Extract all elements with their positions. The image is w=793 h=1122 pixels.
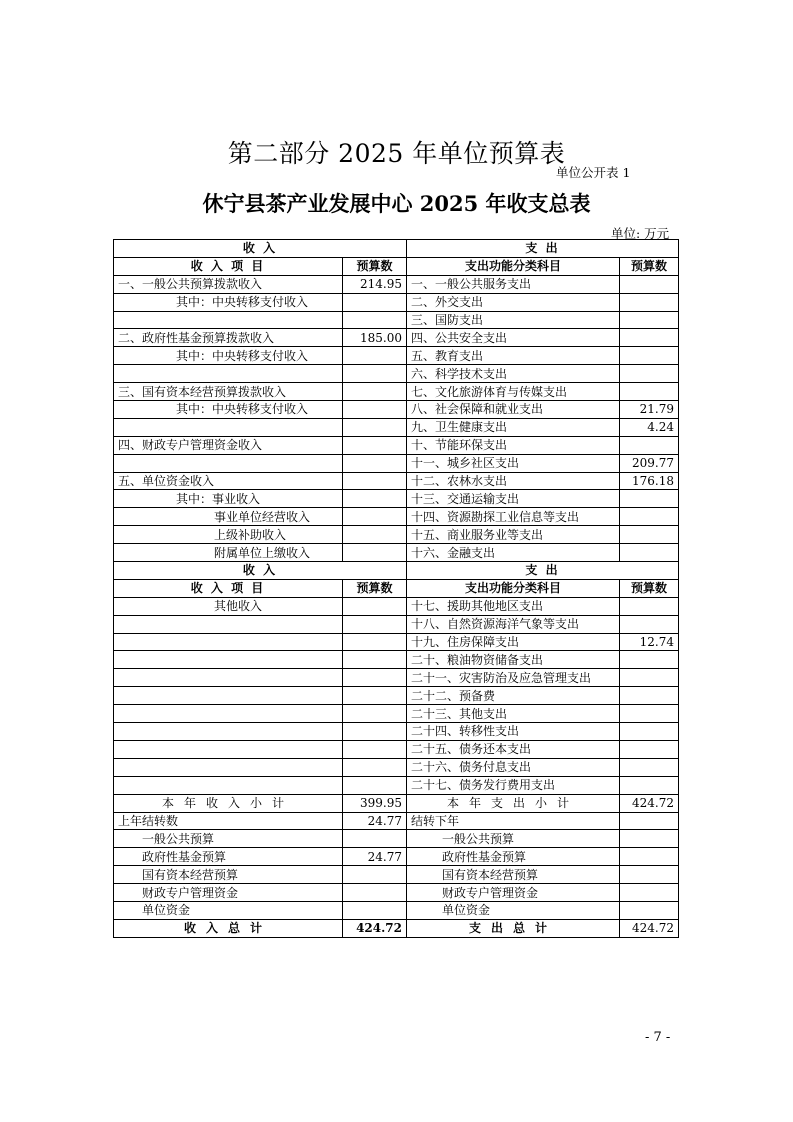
income-item-header: 收 入 项 目 xyxy=(114,257,343,275)
expense-value xyxy=(620,830,679,848)
expense-item: 二十六、债务付息支出 xyxy=(407,758,620,776)
expense-value xyxy=(620,651,679,669)
income-item: 二、政府性基金预算拨款收入 xyxy=(114,329,343,347)
section-header-row xyxy=(114,562,679,580)
table-row xyxy=(114,758,679,776)
expense-value xyxy=(620,311,679,329)
table-row xyxy=(114,723,679,741)
income-value: 24.77 xyxy=(343,812,407,830)
expense-item: 九、卫生健康支出 xyxy=(407,418,620,436)
expense-value xyxy=(620,383,679,401)
expense-item-header: 支出功能分类科目 xyxy=(407,257,620,275)
expense-value: 209.77 xyxy=(620,454,679,472)
expense-value xyxy=(620,848,679,866)
column-header-row xyxy=(114,257,679,275)
income-value xyxy=(343,901,407,919)
income-item xyxy=(114,740,343,758)
expense-value: 12.74 xyxy=(620,633,679,651)
income-item-header: 收 入 项 目 xyxy=(114,579,343,597)
expense-item: 五、教育支出 xyxy=(407,347,620,365)
income-value xyxy=(343,651,407,669)
expense-value xyxy=(620,347,679,365)
income-item xyxy=(114,454,343,472)
income-item: 一般公共预算 xyxy=(114,830,343,848)
income-item xyxy=(114,365,343,383)
expense-item: 二十、粮油物资储备支出 xyxy=(407,651,620,669)
expense-item: 十五、商业服务业等支出 xyxy=(407,526,620,544)
income-item: 其中：中央转移支付收入 xyxy=(114,293,343,311)
income-value xyxy=(343,418,407,436)
income-value: 214.95 xyxy=(343,275,407,293)
income-value xyxy=(343,365,407,383)
expense-subtotal-label: 本年支出小计 xyxy=(407,794,620,812)
income-value xyxy=(343,401,407,419)
income-value xyxy=(343,436,407,454)
expense-value xyxy=(620,597,679,615)
page-title: 休宁县茶产业发展中心 2025 年收支总表 xyxy=(202,191,591,216)
expense-item: 十三、交通运输支出 xyxy=(407,490,620,508)
expense-value xyxy=(620,687,679,705)
expense-item: 财政专户管理资金 xyxy=(407,884,620,902)
income-subtotal-label: 本年收入小计 xyxy=(114,794,343,812)
expense-value xyxy=(620,526,679,544)
table-row xyxy=(114,311,679,329)
income-value xyxy=(343,705,407,723)
income-item xyxy=(114,776,343,794)
expense-item: 二、外交支出 xyxy=(407,293,620,311)
income-value xyxy=(343,884,407,902)
income-value: 24.77 xyxy=(343,848,407,866)
expense-value xyxy=(620,901,679,919)
expense-item: 二十三、其他支出 xyxy=(407,705,620,723)
expense-item: 政府性基金预算 xyxy=(407,848,620,866)
table-tag: 单位公开表 1 xyxy=(556,165,631,180)
column-header-row xyxy=(114,579,679,597)
table-row xyxy=(114,830,679,848)
table-row xyxy=(114,812,679,830)
budget-table xyxy=(113,239,679,938)
expense-item: 十、节能环保支出 xyxy=(407,436,620,454)
income-item xyxy=(114,418,343,436)
expense-item: 十二、农林水支出 xyxy=(407,472,620,490)
expense-item: 一、一般公共服务支出 xyxy=(407,275,620,293)
expense-item: 四、公共安全支出 xyxy=(407,329,620,347)
table-row xyxy=(114,418,679,436)
table-row xyxy=(114,490,679,508)
income-item xyxy=(114,651,343,669)
income-item: 一、一般公共预算拨款收入 xyxy=(114,275,343,293)
income-value xyxy=(343,383,407,401)
table-row xyxy=(114,597,679,615)
income-item: 单位资金 xyxy=(114,901,343,919)
income-value xyxy=(343,615,407,633)
expense-value xyxy=(620,740,679,758)
expense-value xyxy=(620,615,679,633)
table-row xyxy=(114,615,679,633)
income-value xyxy=(343,597,407,615)
income-item: 事业单位经营收入 xyxy=(114,508,343,526)
table-row xyxy=(114,544,679,562)
income-item: 四、财政专户管理资金收入 xyxy=(114,436,343,454)
income-item: 政府性基金预算 xyxy=(114,848,343,866)
table-row xyxy=(114,866,679,884)
table-row xyxy=(114,436,679,454)
income-value xyxy=(343,490,407,508)
income-item: 其中：中央转移支付收入 xyxy=(114,401,343,419)
income-total-value: 424.72 xyxy=(343,919,407,937)
expense-item: 二十七、债务发行费用支出 xyxy=(407,776,620,794)
expense-item: 二十一、灾害防治及应急管理支出 xyxy=(407,669,620,687)
income-item xyxy=(114,311,343,329)
expense-value: 176.18 xyxy=(620,472,679,490)
expense-value xyxy=(620,776,679,794)
table-row xyxy=(114,687,679,705)
expense-item: 一般公共预算 xyxy=(407,830,620,848)
income-item: 三、国有资本经营预算拨款收入 xyxy=(114,383,343,401)
table-row xyxy=(114,401,679,419)
expense-value xyxy=(620,812,679,830)
expense-header: 支 出 xyxy=(407,240,679,258)
budget-header: 预算数 xyxy=(343,579,407,597)
income-value xyxy=(343,866,407,884)
expense-item: 结转下年 xyxy=(407,812,620,830)
table-row xyxy=(114,329,679,347)
expense-item: 十四、资源勘探工业信息等支出 xyxy=(407,508,620,526)
income-value xyxy=(343,740,407,758)
income-value xyxy=(343,633,407,651)
income-header: 收 入 xyxy=(114,562,407,580)
expense-value xyxy=(620,723,679,741)
income-value xyxy=(343,669,407,687)
expense-item: 十八、自然资源海洋气象等支出 xyxy=(407,615,620,633)
expense-item: 十九、住房保障支出 xyxy=(407,633,620,651)
table-row xyxy=(114,472,679,490)
expense-value xyxy=(620,436,679,454)
income-value xyxy=(343,508,407,526)
income-item xyxy=(114,758,343,776)
income-header: 收 入 xyxy=(114,240,407,258)
income-value xyxy=(343,347,407,365)
expense-item: 十一、城乡社区支出 xyxy=(407,454,620,472)
income-value xyxy=(343,293,407,311)
expense-subtotal-value: 424.72 xyxy=(620,794,679,812)
income-value xyxy=(343,472,407,490)
table-row xyxy=(114,383,679,401)
income-total-label: 收入总计 xyxy=(114,919,343,937)
income-item xyxy=(114,669,343,687)
budget-header: 预算数 xyxy=(620,257,679,275)
table-row xyxy=(114,740,679,758)
income-item: 附属单位上缴收入 xyxy=(114,544,343,562)
income-item: 财政专户管理资金 xyxy=(114,884,343,902)
income-value xyxy=(343,544,407,562)
total-row xyxy=(114,919,679,937)
table-row xyxy=(114,669,679,687)
income-item: 其中：中央转移支付收入 xyxy=(114,347,343,365)
income-item xyxy=(114,705,343,723)
expense-value xyxy=(620,884,679,902)
expense-item: 二十四、转移性支出 xyxy=(407,723,620,741)
income-item: 五、单位资金收入 xyxy=(114,472,343,490)
income-value xyxy=(343,758,407,776)
table-row xyxy=(114,275,679,293)
expense-value xyxy=(620,508,679,526)
expense-item: 二十二、预备费 xyxy=(407,687,620,705)
expense-item: 十七、援助其他地区支出 xyxy=(407,597,620,615)
income-value xyxy=(343,776,407,794)
expense-value xyxy=(620,705,679,723)
table-row xyxy=(114,901,679,919)
expense-value xyxy=(620,329,679,347)
expense-value xyxy=(620,365,679,383)
expense-item: 二十五、债务还本支出 xyxy=(407,740,620,758)
expense-item: 国有资本经营预算 xyxy=(407,866,620,884)
part-title: 第二部分 2025 年单位预算表 xyxy=(227,139,566,168)
income-item: 其中：事业收入 xyxy=(114,490,343,508)
table-row xyxy=(114,633,679,651)
expense-value: 4.24 xyxy=(620,418,679,436)
income-item: 上级补助收入 xyxy=(114,526,343,544)
table-row xyxy=(114,508,679,526)
table-row xyxy=(114,651,679,669)
table-row xyxy=(114,884,679,902)
expense-header: 支 出 xyxy=(407,562,679,580)
subtotal-row xyxy=(114,794,679,812)
table-row xyxy=(114,526,679,544)
expense-value xyxy=(620,544,679,562)
income-value xyxy=(343,311,407,329)
income-value xyxy=(343,687,407,705)
income-item xyxy=(114,633,343,651)
expense-value xyxy=(620,758,679,776)
income-item: 国有资本经营预算 xyxy=(114,866,343,884)
income-item xyxy=(114,615,343,633)
table-row xyxy=(114,848,679,866)
income-value: 185.00 xyxy=(343,329,407,347)
expense-value xyxy=(620,275,679,293)
table-row xyxy=(114,454,679,472)
budget-header: 预算数 xyxy=(620,579,679,597)
expense-item: 十六、金融支出 xyxy=(407,544,620,562)
page-number: - 7 - xyxy=(645,1030,671,1045)
expense-item: 七、文化旅游体育与传媒支出 xyxy=(407,383,620,401)
expense-value xyxy=(620,669,679,687)
income-value xyxy=(343,830,407,848)
expense-item-header: 支出功能分类科目 xyxy=(407,579,620,597)
income-item: 上年结转数 xyxy=(114,812,343,830)
section-header-row xyxy=(114,240,679,258)
income-item: 其他收入 xyxy=(114,597,343,615)
table-row xyxy=(114,293,679,311)
table-row xyxy=(114,347,679,365)
expense-value: 21.79 xyxy=(620,401,679,419)
income-item xyxy=(114,687,343,705)
table-row xyxy=(114,776,679,794)
expense-total-label: 支出总计 xyxy=(407,919,620,937)
unit-label: 单位: 万元 xyxy=(611,226,670,241)
budget-header: 预算数 xyxy=(343,257,407,275)
expense-item: 单位资金 xyxy=(407,901,620,919)
expense-item: 八、社会保障和就业支出 xyxy=(407,401,620,419)
income-value xyxy=(343,526,407,544)
expense-value xyxy=(620,866,679,884)
expense-item: 三、国防支出 xyxy=(407,311,620,329)
table-row xyxy=(114,365,679,383)
income-value xyxy=(343,454,407,472)
expense-value xyxy=(620,293,679,311)
expense-item: 六、科学技术支出 xyxy=(407,365,620,383)
income-subtotal-value: 399.95 xyxy=(343,794,407,812)
table-row xyxy=(114,705,679,723)
expense-value xyxy=(620,490,679,508)
income-item xyxy=(114,723,343,741)
income-value xyxy=(343,723,407,741)
expense-total-value: 424.72 xyxy=(620,919,679,937)
